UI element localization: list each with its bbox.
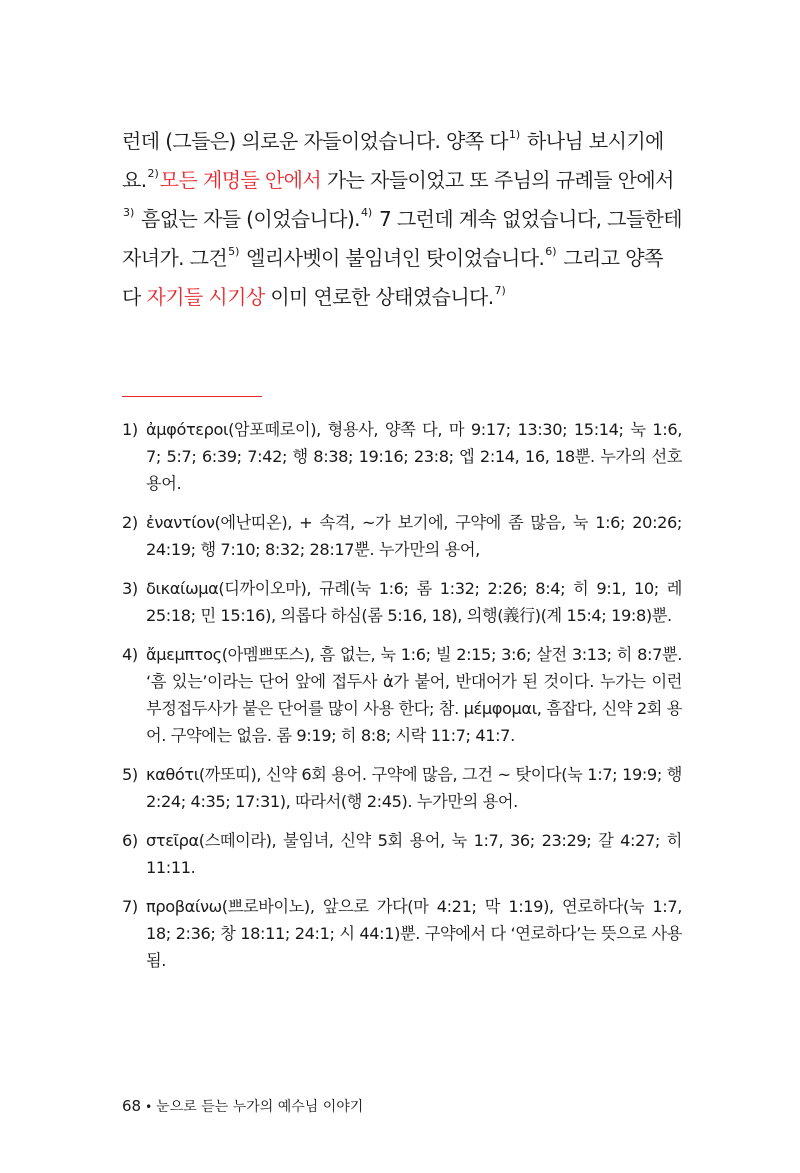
footnote-item [122, 575, 682, 629]
footnote-divider [122, 396, 262, 397]
footnote-ref: 7) [494, 284, 506, 297]
page-number: 68 [122, 1097, 142, 1115]
footnote-text: δικαίωμα(디까이오마), 규례(눅 1:6; 롬 1:32; 2:26; 8:4; 히 9:1, 10; 레 25:18; 민 15:16), 의롭다 하심(롬 5:16, 18), 의행(義行)(계 15:4; 19:8)뿐. [146, 579, 682, 625]
body-text-segment: 런데 (그들은) 의로운 자들이었습니다. 양쪽 다 [122, 129, 508, 153]
body-text-segment: 가는 자들이었고 또 주님의 규례들 안에서 [321, 168, 674, 192]
body-text-segment: 이미 연로한 상태였습니다. [264, 285, 494, 309]
footer-bullet: • [145, 1100, 153, 1114]
footnote-number: 4) [122, 645, 138, 664]
footnote-item [122, 827, 682, 881]
body-paragraph [122, 122, 682, 317]
page-footer [122, 1096, 363, 1117]
footnote-number: 2) [122, 513, 138, 532]
footnote-ref: 3) [123, 206, 135, 219]
footnote-number: 3) [122, 579, 138, 598]
footnote-ref: 2) [147, 167, 159, 180]
footnote-text: ἀμφότεροι(암포떼로이), 형용사, 양쪽 다, 마 9:17; 13:30; 15:14; 눅 1:6, 7; 5:7; 6:39; 7:42; 행 8:38; 19:16; 23:8; 엡 2:14, 16, 18뿐. 누가의 선호용어. [146, 420, 682, 493]
highlighted-text: 자기들 시기상 [146, 285, 265, 309]
footnote-ref: 6) [545, 245, 557, 258]
footnote-number: 6) [122, 831, 138, 850]
footnote-text: προβαίνω(쁘로바이노), 앞으로 가다(마 4:21; 막 1:19), 연로하다(눅 1:7, 18; 2:36; 창 18:11; 24:1; 시 44:1)뿐. 구약에서 다 ‘연로하다’는 뜻으로 사용됨. [146, 897, 682, 970]
footnote-item [122, 509, 682, 563]
footnote-ref: 4) [360, 206, 373, 219]
footnote-item [122, 893, 682, 974]
body-text-segment: 하나님 보시기에요. [122, 129, 664, 192]
footnote-item [122, 761, 682, 815]
body-text-segment: 그리고 양쪽 다 [122, 246, 663, 309]
body-text-segment: 엘리사벳이 불임녀인 탓이었습니다. [240, 246, 545, 270]
footnote-number: 1) [122, 420, 138, 439]
footnote-text: ἄμεμπτος(아멤쁘또스), 흠 없는, 눅 1:6; 빌 2:15; 3:6; 살전 3:13; 히 8:7뿐. ‘흠 있는’이라는 단어 앞에 접두사 ἀ가 붙어, 반대어가 된 것이다. 누가는 이런 부정접두사가 붙은 단어를 많이 사용 한다; 참. μέμφομαι, 흠잡다, 신약 2회 용어. 구약에는 없음. 롬 9:19; 히 8:8; 시락 11:7; 41:7. [146, 645, 682, 745]
body-text-segment: 7 그런데 계속 없었습니다, 그들한테 자녀가. 그건 [122, 207, 682, 270]
footnotes-list [122, 416, 682, 986]
footnote-number: 7) [122, 897, 138, 916]
body-text-segment: 흠없는 자들 (이었습니다). [135, 207, 360, 231]
footnote-item [122, 416, 682, 497]
footnote-item [122, 641, 682, 749]
footnote-ref: 5) [228, 245, 240, 258]
highlighted-text: 모든 계명들 안에서 [159, 168, 322, 192]
footnote-text: ἐναντίον(에난띠온), + 속격, ~가 보기에, 구약에 좀 많음, 눅 1:6; 20:26; 24:19; 행 7:10; 8:32; 28:17뿐. 누가만의 용어, [146, 513, 682, 559]
footnote-ref: 1) [508, 128, 521, 141]
footnote-text: στεῖρα(스떼이라), 불임녀, 신약 5회 용어, 눅 1:7, 36; 23:29; 갈 4:27; 히 11:11. [146, 831, 682, 877]
book-title: 눈으로 듣는 누가의 예수님 이야기 [156, 1099, 364, 1115]
footnote-number: 5) [122, 765, 138, 784]
footnote-text: καθότι(까또띠), 신약 6회 용어. 구약에 많음, 그건 ~ 탓이다(눅 1:7; 19:9; 행 2:24; 4:35; 17:31), 따라서(행 2:45). 누가만의 용어. [146, 765, 682, 811]
